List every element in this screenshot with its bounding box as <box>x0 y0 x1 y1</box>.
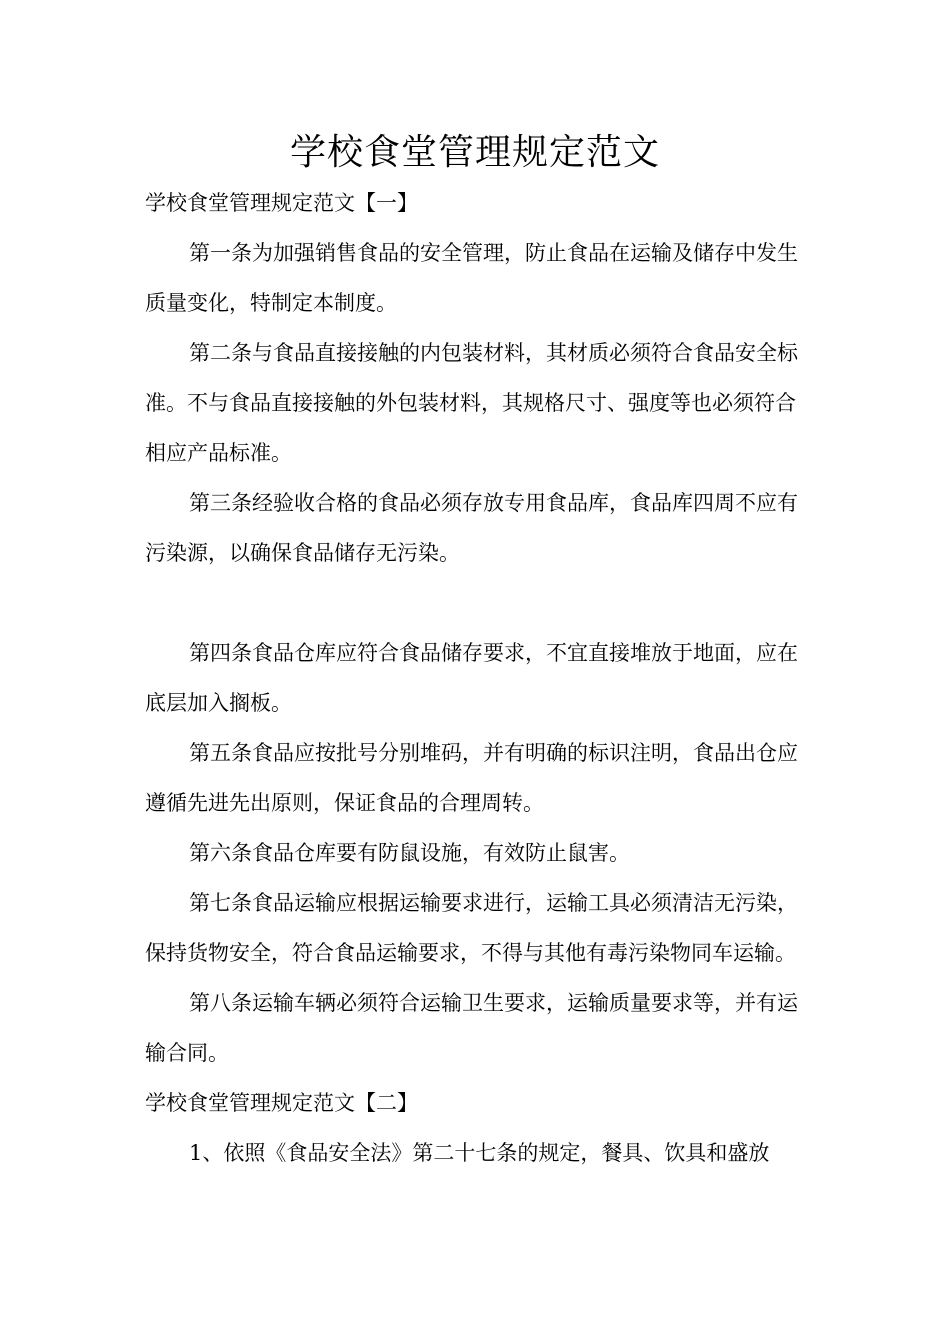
article-5: 第五条食品应按批号分别堆码，并有明确的标识注明，食品出仓应遵循先进先出原则，保证食品的合理周转。 <box>145 741 798 815</box>
document-body <box>145 178 807 1178</box>
section-heading-2: 学校食堂管理规定范文【二】 <box>145 1091 418 1115</box>
article-1: 第一条为加强销售食品的安全管理，防止食品在运输及储存中发生质量变化，特制定本制度。 <box>145 241 798 315</box>
section2-paragraph-1: 1、依照《食品安全法》第二十七条的规定，餐具、饮具和盛放 <box>189 1141 770 1165</box>
section-heading-1: 学校食堂管理规定范文【一】 <box>145 191 418 215</box>
article-3: 第三条经验收合格的食品必须存放专用食品库，食品库四周不应有污染源，以确保食品储存无污染。 <box>145 491 798 565</box>
article-7: 第七条食品运输应根据运输要求进行，运输工具必须清洁无污染，保持货物安全，符合食品运输要求，不得与其他有毒污染物同车运输。 <box>145 891 798 965</box>
article-2: 第二条与食品直接接触的内包装材料，其材质必须符合食品安全标准。不与食品直接接触的外包装材料，其规格尺寸、强度等也必须符合相应产品标准。 <box>145 341 798 465</box>
article-6: 第六条食品仓库要有防鼠设施，有效防止鼠害。 <box>189 841 630 865</box>
document-title: 学校食堂管理规定范文 <box>289 132 660 173</box>
article-4: 第四条食品仓库应符合食品储存要求，不宜直接堆放于地面，应在底层加入搁板。 <box>145 641 798 715</box>
article-8: 第八条运输车辆必须符合运输卫生要求，运输质量要求等，并有运输合同。 <box>145 991 798 1065</box>
blank-line <box>145 578 807 628</box>
